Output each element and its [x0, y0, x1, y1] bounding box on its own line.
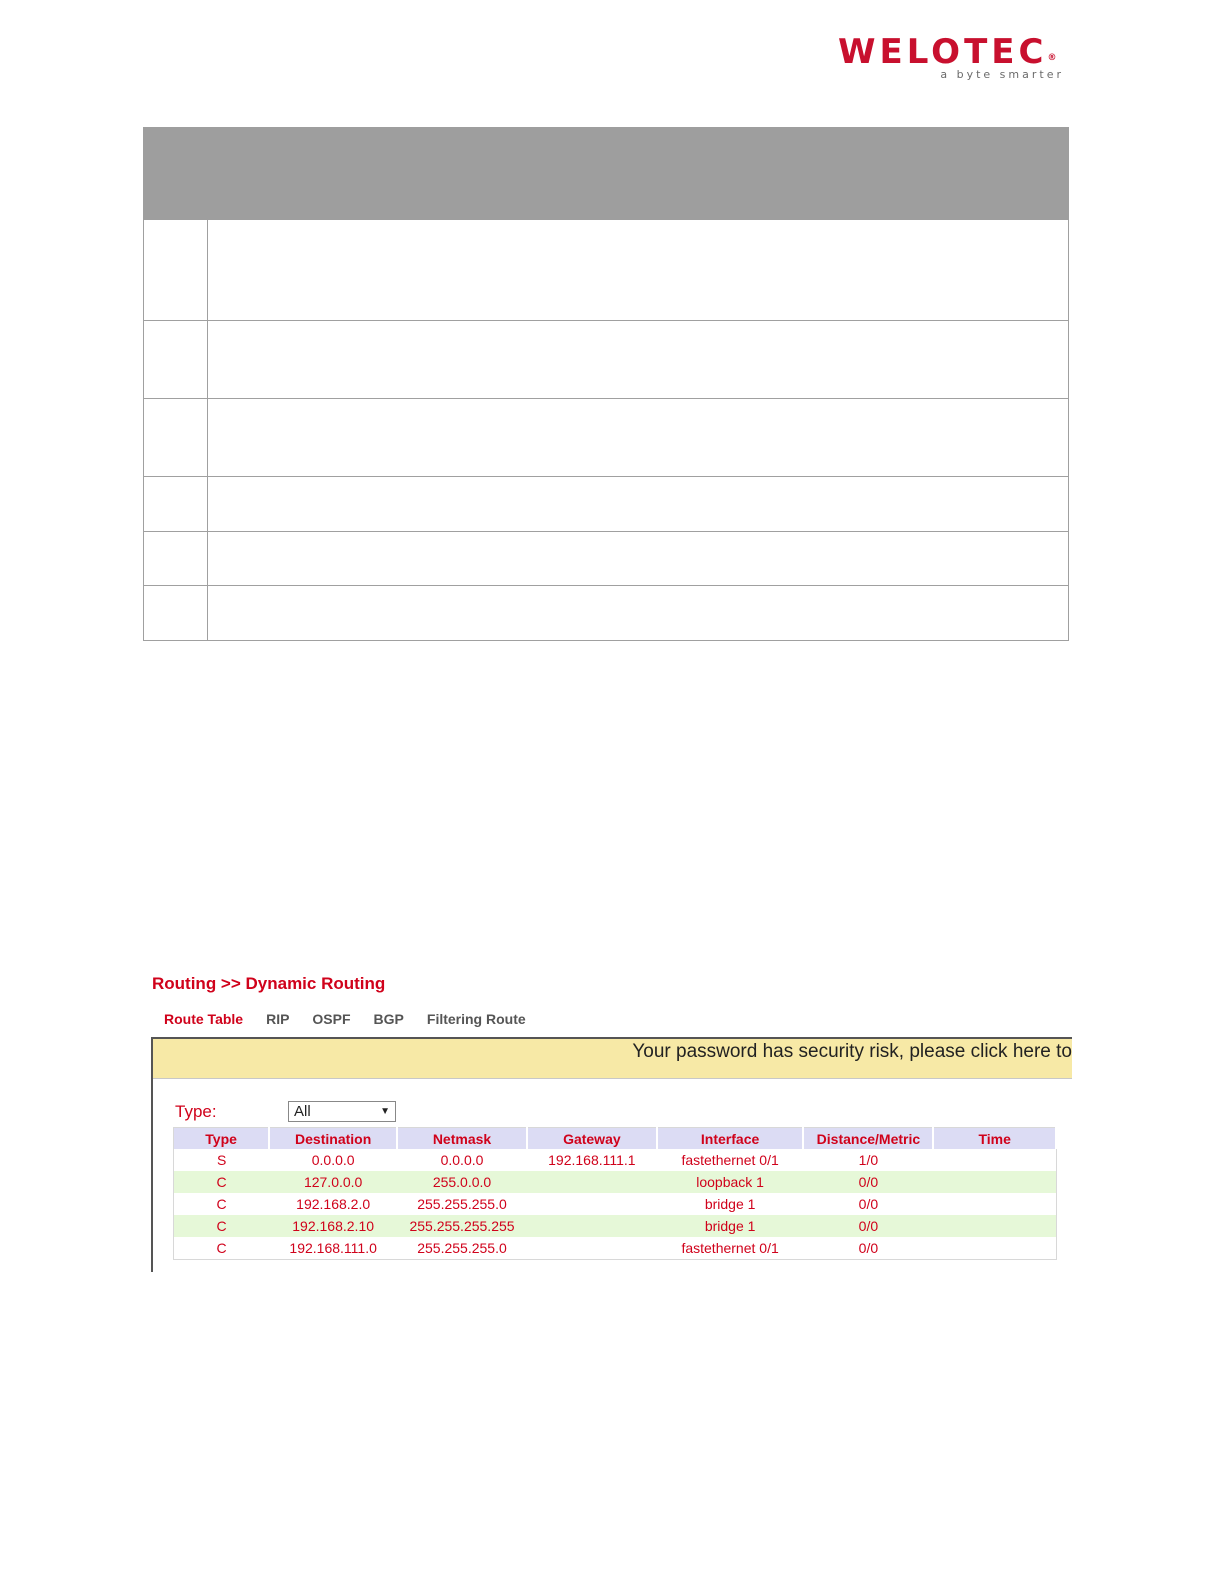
route-table-header: [174, 1128, 1057, 1150]
column-header-distance-metric: Distance/Metric: [803, 1128, 933, 1150]
table-row: [174, 1237, 1057, 1260]
cell-time: [933, 1193, 1056, 1215]
cell-netmask: 255.255.255.0: [417, 1196, 507, 1212]
document-table-row: [143, 477, 1069, 532]
cell-destination: 127.0.0.0: [269, 1171, 397, 1193]
welotec-logo: [838, 32, 1070, 86]
cell-netmask: 255.0.0.0: [397, 1171, 527, 1193]
cell-netmask: 255.255.255.255: [397, 1215, 527, 1237]
dropdown-arrow-icon: ▼: [380, 1106, 390, 1117]
logo-word: WELOTEC: [838, 32, 1048, 72]
cell-gateway: [527, 1215, 657, 1237]
document-table: [143, 127, 1069, 641]
cell-destination: 192.168.2.0: [296, 1196, 371, 1212]
cell-type: C: [216, 1240, 227, 1256]
cell-type: S: [216, 1152, 227, 1168]
cell-interface: bridge 1: [704, 1196, 756, 1212]
cell-destination: 192.168.111.0: [289, 1240, 377, 1256]
cell-type: C: [174, 1215, 270, 1237]
table-row: [174, 1193, 1057, 1215]
table-row: [174, 1171, 1057, 1193]
document-table-row: [143, 220, 1069, 321]
route-table: [173, 1127, 1057, 1260]
cell-netmask: 0.0.0.0: [440, 1152, 484, 1168]
column-header-destination: Destination: [269, 1128, 397, 1150]
type-select-value: All: [294, 1103, 311, 1120]
cell-distance-metric: 0/0: [803, 1171, 933, 1193]
breadcrumb: Routing >> Dynamic Routing: [152, 974, 386, 993]
tab-bgp[interactable]: BGP: [373, 1011, 404, 1027]
cell-destination: 192.168.2.10: [269, 1215, 397, 1237]
logo-registered-mark: ®: [1047, 53, 1057, 63]
cell-destination: 0.0.0.0: [311, 1152, 355, 1168]
cell-interface: loopback 1: [657, 1171, 804, 1193]
cell-interface: fastethernet 0/1: [681, 1152, 779, 1168]
router-ui-screenshot: [140, 960, 1080, 1280]
cell-time: [933, 1149, 1056, 1171]
type-filter: [175, 1101, 396, 1122]
cell-type: C: [174, 1171, 270, 1193]
content-frame: [151, 1037, 1072, 1272]
tab-filtering-route[interactable]: Filtering Route: [426, 1011, 526, 1027]
document-table-row: [143, 586, 1069, 641]
document-table-row: [143, 399, 1069, 477]
column-header-interface: Interface: [657, 1128, 804, 1150]
tab-bar: [164, 1011, 549, 1027]
table-row: [174, 1215, 1057, 1237]
document-table-row: [143, 321, 1069, 399]
cell-gateway: [527, 1237, 657, 1260]
tab-route-table[interactable]: Route Table: [164, 1011, 244, 1027]
column-header-time: Time: [933, 1128, 1056, 1150]
cell-distance-metric: 0/0: [858, 1240, 879, 1256]
cell-distance-metric: 0/0: [858, 1196, 879, 1212]
cell-interface: bridge 1: [657, 1215, 804, 1237]
cell-gateway: [527, 1193, 657, 1215]
type-label: Type:: [175, 1101, 217, 1121]
cell-netmask: 255.255.255.0: [417, 1240, 507, 1256]
cell-type: C: [216, 1196, 227, 1212]
column-header-type: Type: [174, 1128, 270, 1150]
cell-time: [933, 1171, 1056, 1193]
password-warning-banner[interactable]: Your password has security risk, please click here to: [153, 1039, 1072, 1079]
cell-distance-metric: 0/0: [803, 1215, 933, 1237]
cell-time: [933, 1215, 1056, 1237]
cell-interface: fastethernet 0/1: [681, 1240, 779, 1256]
column-header-netmask: Netmask: [397, 1128, 527, 1150]
cell-gateway: 192.168.111.1: [548, 1152, 636, 1168]
tab-rip[interactable]: RIP: [266, 1011, 290, 1027]
cell-distance-metric: 1/0: [858, 1152, 879, 1168]
logo-tagline: a byte smarter: [940, 68, 1064, 81]
tab-ospf[interactable]: OSPF: [312, 1011, 351, 1027]
cell-time: [933, 1237, 1056, 1260]
document-table-header: [143, 127, 1069, 220]
document-table-row: [143, 532, 1069, 586]
column-header-gateway: Gateway: [527, 1128, 657, 1150]
cell-gateway: [527, 1171, 657, 1193]
table-row: [174, 1149, 1057, 1171]
type-select[interactable]: [288, 1101, 396, 1122]
